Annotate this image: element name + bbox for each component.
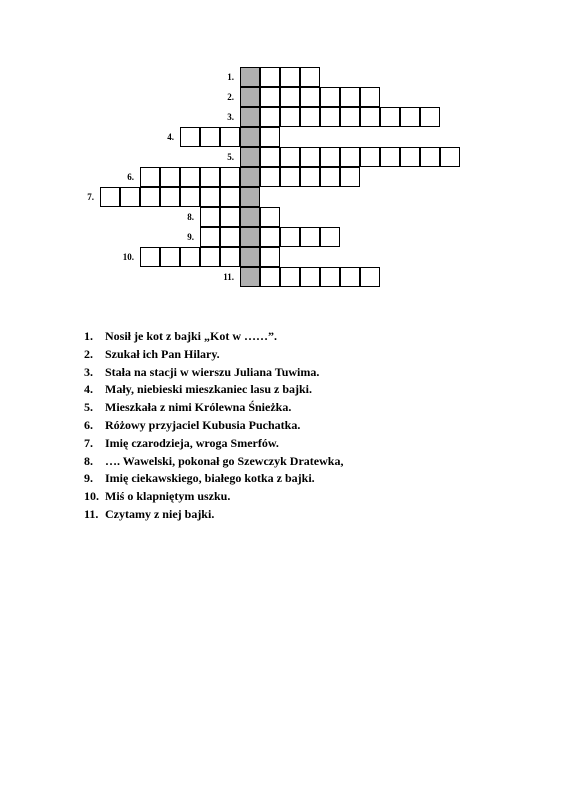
letter-cell[interactable] — [200, 127, 220, 147]
clue-text: Różowy przyjaciel Kubusia Puchatka. — [105, 417, 301, 432]
key-cell[interactable] — [240, 147, 260, 167]
letter-cell[interactable] — [400, 147, 420, 167]
letter-cell[interactable] — [140, 247, 160, 267]
clue-number: 9. — [84, 471, 93, 486]
clue-item — [84, 364, 544, 382]
letter-cell[interactable] — [280, 227, 300, 247]
letter-cell[interactable] — [340, 87, 360, 107]
clue-text: …. Wawelski, pokonał go Szewczyk Dratewka, — [105, 453, 344, 468]
clue-number: 2. — [84, 346, 93, 361]
clue-item — [84, 453, 544, 471]
letter-cell[interactable] — [140, 187, 160, 207]
clue-list — [84, 328, 544, 524]
letter-cell[interactable] — [300, 87, 320, 107]
clue-text: Szukał ich Pan Hilary. — [105, 346, 220, 361]
letter-cell[interactable] — [180, 187, 200, 207]
letter-cell[interactable] — [360, 107, 380, 127]
key-cell[interactable] — [240, 187, 260, 207]
clue-text: Mały, niebieski mieszkaniec lasu z bajki. — [105, 382, 313, 397]
letter-cell[interactable] — [380, 147, 400, 167]
letter-cell[interactable] — [280, 267, 300, 287]
key-cell[interactable] — [240, 127, 260, 147]
row-number-2: 2. — [227, 92, 234, 102]
key-cell[interactable] — [240, 107, 260, 127]
row-number-5: 5. — [227, 152, 234, 162]
letter-cell[interactable] — [180, 167, 200, 187]
letter-cell[interactable] — [300, 267, 320, 287]
letter-cell[interactable] — [220, 167, 240, 187]
letter-cell[interactable] — [320, 267, 340, 287]
clue-item — [84, 399, 544, 417]
letter-cell[interactable] — [360, 87, 380, 107]
letter-cell[interactable] — [300, 67, 320, 87]
letter-cell[interactable] — [340, 267, 360, 287]
letter-cell[interactable] — [300, 167, 320, 187]
key-cell[interactable] — [240, 227, 260, 247]
letter-cell[interactable] — [420, 147, 440, 167]
key-cell[interactable] — [240, 267, 260, 287]
letter-cell[interactable] — [160, 167, 180, 187]
clue-number: 10. — [84, 489, 99, 504]
letter-cell[interactable] — [380, 107, 400, 127]
letter-cell[interactable] — [320, 167, 340, 187]
letter-cell[interactable] — [260, 147, 280, 167]
letter-cell[interactable] — [360, 267, 380, 287]
key-cell[interactable] — [240, 67, 260, 87]
clue-item — [84, 346, 544, 364]
letter-cell[interactable] — [260, 107, 280, 127]
letter-cell[interactable] — [280, 107, 300, 127]
clue-number: 5. — [84, 400, 93, 415]
letter-cell[interactable] — [220, 207, 240, 227]
clue-number: 11. — [84, 506, 99, 521]
crossword-grid — [0, 0, 565, 300]
letter-cell[interactable] — [300, 147, 320, 167]
letter-cell[interactable] — [200, 167, 220, 187]
clue-number: 7. — [84, 435, 93, 450]
letter-cell[interactable] — [180, 127, 200, 147]
clue-text: Imię ciekawskiego, białego kotka z bajki. — [105, 471, 315, 486]
clue-text: Miś o klapniętym uszku. — [105, 489, 231, 504]
letter-cell[interactable] — [280, 147, 300, 167]
letter-cell[interactable] — [360, 147, 380, 167]
key-cell[interactable] — [240, 167, 260, 187]
clue-text: Mieszkała z nimi Królewna Śnieżka. — [105, 400, 292, 415]
letter-cell[interactable] — [440, 147, 460, 167]
letter-cell[interactable] — [280, 167, 300, 187]
letter-cell[interactable] — [320, 227, 340, 247]
clue-number: 8. — [84, 453, 93, 468]
clue-item — [84, 488, 544, 506]
clue-item — [84, 381, 544, 399]
letter-cell[interactable] — [400, 107, 420, 127]
clue-number: 6. — [84, 417, 93, 432]
key-cell[interactable] — [240, 207, 260, 227]
letter-cell[interactable] — [200, 247, 220, 267]
row-number-4: 4. — [167, 132, 174, 142]
clue-text: Stała na stacji w wierszu Juliana Tuwima. — [105, 364, 320, 379]
letter-cell[interactable] — [420, 107, 440, 127]
letter-cell[interactable] — [320, 107, 340, 127]
letter-cell[interactable] — [200, 207, 220, 227]
clue-item — [84, 417, 544, 435]
letter-cell[interactable] — [320, 87, 340, 107]
clue-item — [84, 470, 544, 488]
letter-cell[interactable] — [260, 247, 280, 267]
letter-cell[interactable] — [260, 87, 280, 107]
clue-text: Imię czarodzieja, wroga Smerfów. — [105, 435, 279, 450]
row-number-6: 6. — [127, 172, 134, 182]
clue-item — [84, 435, 544, 453]
letter-cell[interactable] — [220, 227, 240, 247]
letter-cell[interactable] — [320, 147, 340, 167]
letter-cell[interactable] — [260, 227, 280, 247]
letter-cell[interactable] — [200, 187, 220, 207]
clue-number: 3. — [84, 364, 93, 379]
clue-text: Nosił je kot z bajki „Kot w ……”. — [105, 329, 277, 343]
letter-cell[interactable] — [340, 107, 360, 127]
letter-cell[interactable] — [340, 147, 360, 167]
clue-item — [84, 506, 544, 524]
letter-cell[interactable] — [260, 207, 280, 227]
letter-cell[interactable] — [260, 267, 280, 287]
letter-cell[interactable] — [140, 167, 160, 187]
letter-cell[interactable] — [220, 127, 240, 147]
letter-cell[interactable] — [280, 87, 300, 107]
key-cell[interactable] — [240, 87, 260, 107]
letter-cell[interactable] — [200, 227, 220, 247]
row-number-9: 9. — [187, 232, 194, 242]
letter-cell[interactable] — [160, 187, 180, 207]
letter-cell[interactable] — [220, 247, 240, 267]
clue-number: 4. — [84, 382, 93, 397]
letter-cell[interactable] — [340, 167, 360, 187]
clue-number: 1. — [84, 329, 93, 343]
row-number-11: 11. — [223, 272, 234, 282]
row-number-8: 8. — [187, 212, 194, 222]
clue-text: Czytamy z niej bajki. — [105, 506, 215, 521]
letter-cell[interactable] — [280, 67, 300, 87]
letter-cell[interactable] — [180, 247, 200, 267]
letter-cell[interactable] — [300, 227, 320, 247]
letter-cell[interactable] — [260, 127, 280, 147]
row-number-1: 1. — [227, 72, 234, 82]
clue-item — [84, 328, 544, 346]
letter-cell[interactable] — [220, 187, 240, 207]
letter-cell[interactable] — [100, 187, 120, 207]
letter-cell[interactable] — [160, 247, 180, 267]
row-number-7: 7. — [87, 192, 94, 202]
letter-cell[interactable] — [300, 107, 320, 127]
letter-cell[interactable] — [260, 67, 280, 87]
letter-cell[interactable] — [260, 167, 280, 187]
letter-cell[interactable] — [120, 187, 140, 207]
row-number-3: 3. — [227, 112, 234, 122]
key-cell[interactable] — [240, 247, 260, 267]
row-number-10: 10. — [122, 252, 134, 262]
